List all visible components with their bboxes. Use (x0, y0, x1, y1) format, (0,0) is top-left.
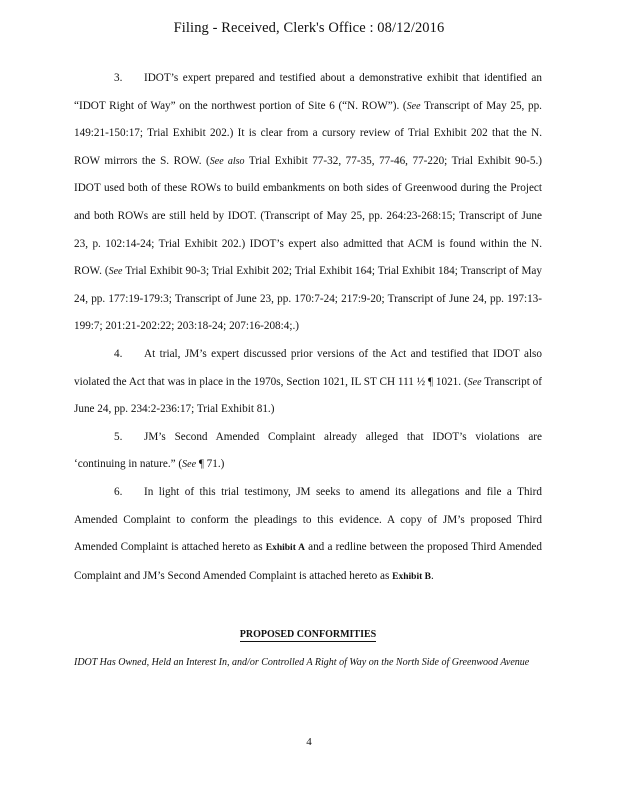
exhibit-reference: Exhibit A (265, 543, 305, 554)
paragraph-text: Transcript of June 24, pp. 234:2-236:17; Trial Exhibit 81.) (74, 375, 542, 416)
filing-header: Filing - Received, Clerk's Office : 08/12/2016 (173, 20, 445, 36)
paragraph-text: Trial Exhibit 77-32, 77-35, 77-46, 77-220; Trial Exhibit 90-5.) IDOT used both of these ROWs to build embankments on both sides of Greenwood during the Project and both ROWs are still held by IDOT. (Transcript of May 25, pp. 264:23-268:15; Transcript of June 23, p. 102:14-24; Trial Exhibit 202.) IDOT’s expert also admitted that ACM is found within the N. ROW. ( (74, 154, 542, 278)
paragraph-5 (74, 424, 542, 479)
paragraph-number: 6. (114, 485, 123, 498)
citation-signal: See (182, 459, 197, 471)
paragraph-text: In light of this trial testimony, JM seeks to amend its allegations and file a Third Amended Complaint to conform the pleadings to this evidence. A copy of JM’s proposed Third Amended Complaint is attached hereto as (74, 485, 542, 554)
subheading: IDOT Has Owned, Held an Interest In, and/or Controlled A Right of Way on the North Side of Greenwood Avenue (74, 657, 530, 668)
paragraph-text: JM’s Second Amended Complaint already alleged that IDOT’s violations are ‘continuing in nature.” ( (74, 430, 542, 471)
paragraph-number: 4. (114, 347, 123, 360)
paragraph-6 (74, 479, 542, 591)
paragraph-text: . (430, 569, 434, 582)
exhibit-reference: Exhibit B (392, 571, 431, 582)
paragraph-number: 5. (114, 430, 123, 443)
section-heading-text: PROPOSED CONFORMITIES (239, 629, 377, 640)
paragraph-text: Transcript of May 25, pp. 149:21-150:17; Trial Exhibit 202.) It is clear from a cursory review of Trial Exhibit 202 that the N. ROW mirrors the S. ROW. ( (74, 99, 542, 167)
section-heading (74, 629, 542, 640)
document-body (74, 65, 542, 591)
paragraph-text: At trial, JM’s expert discussed prior versions of the Act and testified that IDOT also violated the Act that was in place in the 1970s, Section 1021, IL ST CH 111 ½ ¶ 1021. ( (74, 347, 542, 388)
citation-signal: See also (209, 155, 245, 167)
citation-signal: See (406, 100, 421, 112)
citation-signal: See (467, 376, 482, 388)
paragraph-text: IDOT’s expert prepared and testified about a demonstrative exhibit that identified an “IDOT Right of Way” on the northwest portion of Site 6 (“N. ROW”). ( (74, 72, 542, 112)
page-number: 4 (306, 736, 312, 748)
paragraph-text: Trial Exhibit 90-3; Trial Exhibit 202; Trial Exhibit 164; Trial Exhibit 184; Transcript of May 24, pp. 177:19-179:3; Transcript of June 23, pp. 170:7-24; 217:9-20; Transcript of June 24, pp. 197:13-199:7; 201:21-202:22; 203:18-24; 207:16-208:4;.) (74, 265, 542, 333)
paragraph-3 (74, 65, 542, 341)
paragraph-text: ¶ 71.) (196, 458, 225, 471)
citation-signal: See (108, 266, 123, 278)
paragraph-text: and a redline between the proposed Third Amended Complaint and JM’s Second Amended Complaint is attached hereto as (74, 541, 542, 582)
paragraph-4 (74, 341, 542, 424)
paragraph-number: 3. (114, 72, 123, 84)
